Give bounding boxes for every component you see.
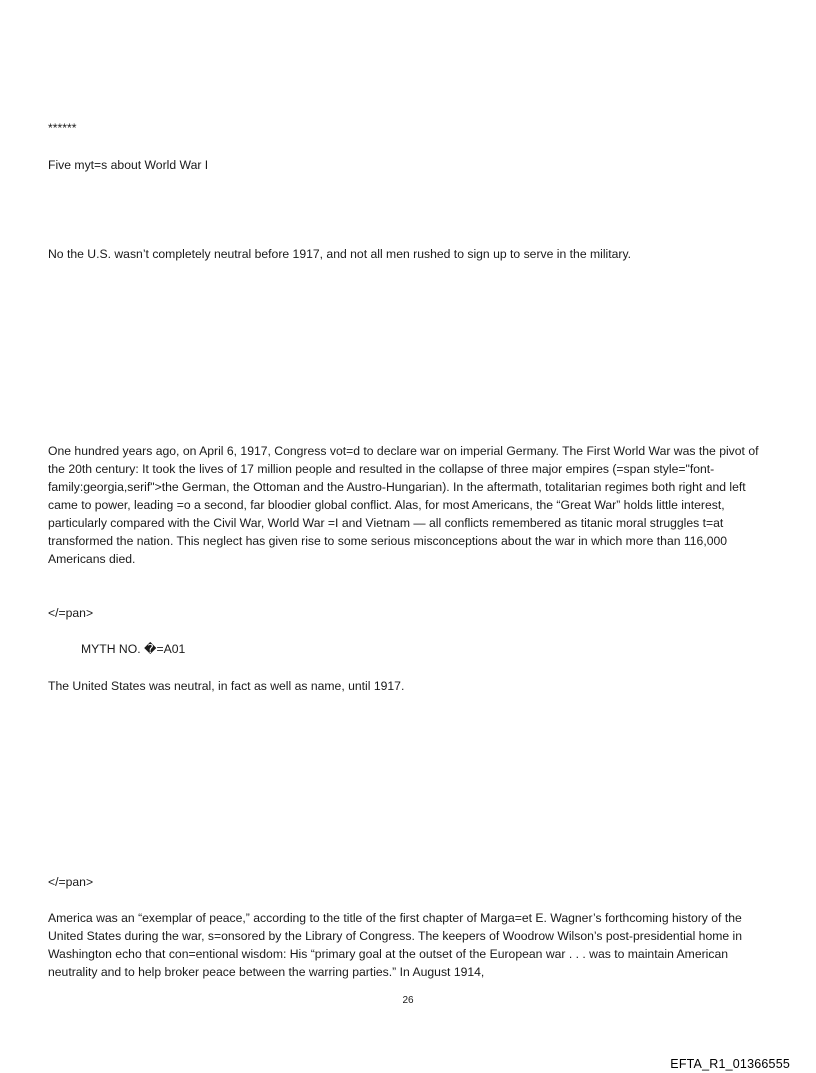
intro-paragraph: One hundred years ago, on April 6, 1917, Congress vot=d to declare war on imperial Germany. The First World War was the pivot of the 20th century: It took the lives of 17 million people and resulted in the collapse of three major empires (=span style="font-family:georgia,serif">the German, the Ottoman and the Austro-Hungarian). In the aftermath, totalitarian regimes both right and left came to power, leading =o a second, far bloodier global conflict. Alas, for most Americans, the “Great War” holds little interest, particularly compared with the Civil War, World War =I and Vietnam — all conflicts remembered as titanic moral struggles t=at transformed the nation. This neglect has given rise to some serious misconceptions about the war in which more than 116,000 Americans died.: [48, 444, 759, 566]
article-subtitle: No the U.S. wasn’t completely neutral before 1917, and not all men rushed to sign up to serve in the military.: [48, 247, 632, 261]
span-close-tag-1: </=pan>: [48, 606, 94, 620]
separator-line: ******: [48, 121, 77, 135]
page-number: 26: [402, 995, 414, 1006]
myth-heading: MYTH NO. �=A01: [81, 642, 186, 656]
bates-number: EFTA_R1_01366555: [670, 1057, 790, 1071]
myth-statement: The United States was neutral, in fact as well as name, until 1917.: [48, 679, 405, 693]
body-paragraph: America was an “exemplar of peace,” according to the title of the first chapter of Marga=et E. Wagner’s forthcoming history of the United States during the war, s=onsored by the Library of Congress. The keepers of Woodrow Wilson’s post-presidential home in Washington echo that con=entional wisdom: His “primary goal at the outset of the European war . . . was to maintain American neutrality and to help broker peace between the warring parties.” In August 1914,: [48, 911, 743, 979]
span-close-tag-2: </=pan>: [48, 875, 94, 889]
article-title: Five myt=s about World War I: [48, 158, 209, 172]
